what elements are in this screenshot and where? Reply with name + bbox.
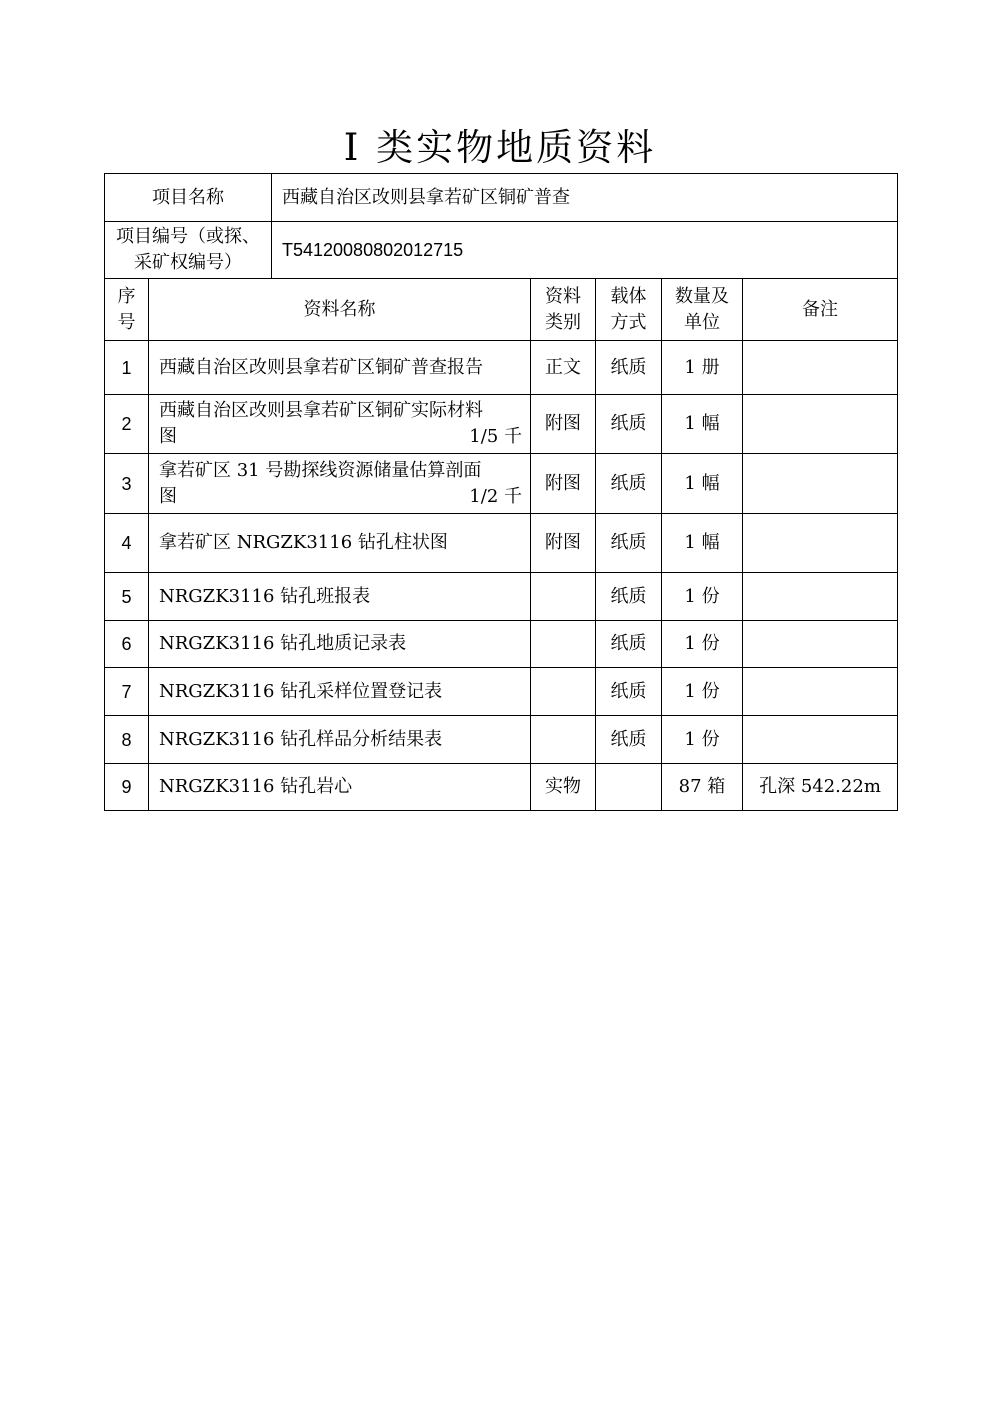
row-remark: [743, 716, 898, 764]
table-row: [105, 764, 898, 811]
row-category: 附图: [531, 514, 596, 573]
row-name-text: 西藏自治区改则县拿若矿区铜矿实际材料: [159, 400, 483, 421]
row-name: [149, 454, 531, 514]
row-name-scale: 1/5 千: [469, 426, 522, 447]
row-carrier: [596, 764, 662, 811]
column-header-name: 资料名称: [149, 279, 531, 341]
row-carrier: 纸质: [596, 341, 662, 395]
column-header-seq-line2: 号: [117, 311, 136, 333]
table-row: [105, 454, 898, 514]
column-header-seq: [105, 279, 149, 341]
row-name: [149, 668, 531, 716]
row-category: 附图: [531, 454, 596, 514]
row-name: [149, 621, 531, 668]
row-quantity: 1 份: [662, 668, 743, 716]
row-name-text: NRGZK3116 钻孔采样位置登记表: [159, 680, 443, 702]
row-category: [531, 716, 596, 764]
column-header-row: [105, 279, 898, 341]
table-row: [105, 668, 898, 716]
row-quantity: 1 份: [662, 573, 743, 621]
row-name-text: NRGZK3116 钻孔班报表: [159, 585, 371, 607]
row-category: 正文: [531, 341, 596, 395]
row-name-text: 拿若矿区 31 号勘探线资源储量估算剖面: [159, 459, 482, 481]
table-row: [105, 573, 898, 621]
row-category: [531, 573, 596, 621]
column-header-quantity-line2: 单位: [684, 311, 720, 333]
column-header-carrier: [596, 279, 662, 341]
column-header-carrier-line2: 方式: [610, 311, 647, 333]
row-name-tail-left: 图: [159, 426, 177, 447]
project-code-label-line1: 项目编号（或探、: [116, 226, 260, 247]
project-name-row: [105, 174, 898, 222]
table-row: [105, 621, 898, 668]
row-seq: 1: [105, 341, 149, 395]
project-name-value: 西藏自治区改则县拿若矿区铜矿普查: [272, 174, 898, 222]
table-row: [105, 341, 898, 395]
row-carrier: 纸质: [596, 668, 662, 716]
row-carrier: 纸质: [596, 573, 662, 621]
row-category: 实物: [531, 764, 596, 811]
project-code-label-line2: 采矿权编号）: [134, 252, 242, 273]
row-category: [531, 668, 596, 716]
row-name: [149, 395, 531, 454]
row-carrier: 纸质: [596, 514, 662, 573]
row-name-text: NRGZK3116 钻孔地质记录表: [159, 633, 407, 654]
project-code-label: [105, 222, 272, 279]
table-row: [105, 716, 898, 764]
row-name-tail: [159, 424, 522, 450]
row-name: [149, 341, 531, 395]
column-header-category-line1: 资料: [545, 285, 581, 307]
row-seq: 9: [105, 764, 149, 811]
row-carrier: 纸质: [596, 395, 662, 454]
row-quantity: 1 幅: [662, 454, 743, 514]
column-header-carrier-line1: 载体: [610, 285, 647, 307]
column-header-remark: 备注: [743, 279, 898, 341]
row-quantity: 1 幅: [662, 395, 743, 454]
column-header-quantity-line1: 数量及: [675, 285, 729, 307]
row-category: 附图: [531, 395, 596, 454]
row-name: [149, 716, 531, 764]
row-quantity: 1 份: [662, 621, 743, 668]
table-row: [105, 395, 898, 454]
row-name-text: NRGZK3116 钻孔岩心: [159, 776, 353, 797]
row-seq: 4: [105, 514, 149, 573]
row-name: [149, 764, 531, 811]
row-seq: 5: [105, 573, 149, 621]
row-quantity: 1 份: [662, 716, 743, 764]
row-remark: [743, 514, 898, 573]
row-carrier: 纸质: [596, 454, 662, 514]
row-carrier: 纸质: [596, 621, 662, 668]
row-seq: 6: [105, 621, 149, 668]
row-name: [149, 573, 531, 621]
project-code-value: T54120080802012715: [272, 222, 898, 279]
row-name-text: NRGZK3116 钻孔样品分析结果表: [159, 728, 443, 750]
row-remark: [743, 341, 898, 395]
row-remark: [743, 668, 898, 716]
row-seq: 8: [105, 716, 149, 764]
row-name-tail-left: 图: [159, 485, 177, 507]
row-remark: [743, 395, 898, 454]
column-header-category-line2: 类别: [545, 311, 581, 333]
column-header-seq-line1: 序: [117, 285, 136, 307]
row-quantity: 87 箱: [662, 764, 743, 811]
project-name-label: 项目名称: [105, 174, 272, 222]
column-header-category: [531, 279, 596, 341]
row-name-tail: [159, 484, 522, 510]
row-remark: [743, 573, 898, 621]
row-seq: 3: [105, 454, 149, 514]
row-remark: [743, 454, 898, 514]
row-remark: 孔深 542.22m: [743, 764, 898, 811]
row-quantity: 1 册: [662, 341, 743, 395]
row-remark: [743, 621, 898, 668]
row-seq: 2: [105, 395, 149, 454]
row-seq: 7: [105, 668, 149, 716]
row-name: [149, 514, 531, 573]
project-code-row: [105, 222, 898, 279]
row-quantity: 1 幅: [662, 514, 743, 573]
row-name-text: 西藏自治区改则县拿若矿区铜矿普查报告: [159, 356, 483, 378]
table-row: [105, 514, 898, 573]
row-name-text: 拿若矿区 NRGZK3116 钻孔柱状图: [159, 532, 448, 553]
document-title: I 类实物地质资料: [343, 126, 657, 169]
geology-data-table: [104, 173, 898, 811]
row-name-scale: 1/2 千: [469, 485, 522, 507]
column-header-quantity: [662, 279, 743, 341]
row-carrier: 纸质: [596, 716, 662, 764]
row-category: [531, 621, 596, 668]
